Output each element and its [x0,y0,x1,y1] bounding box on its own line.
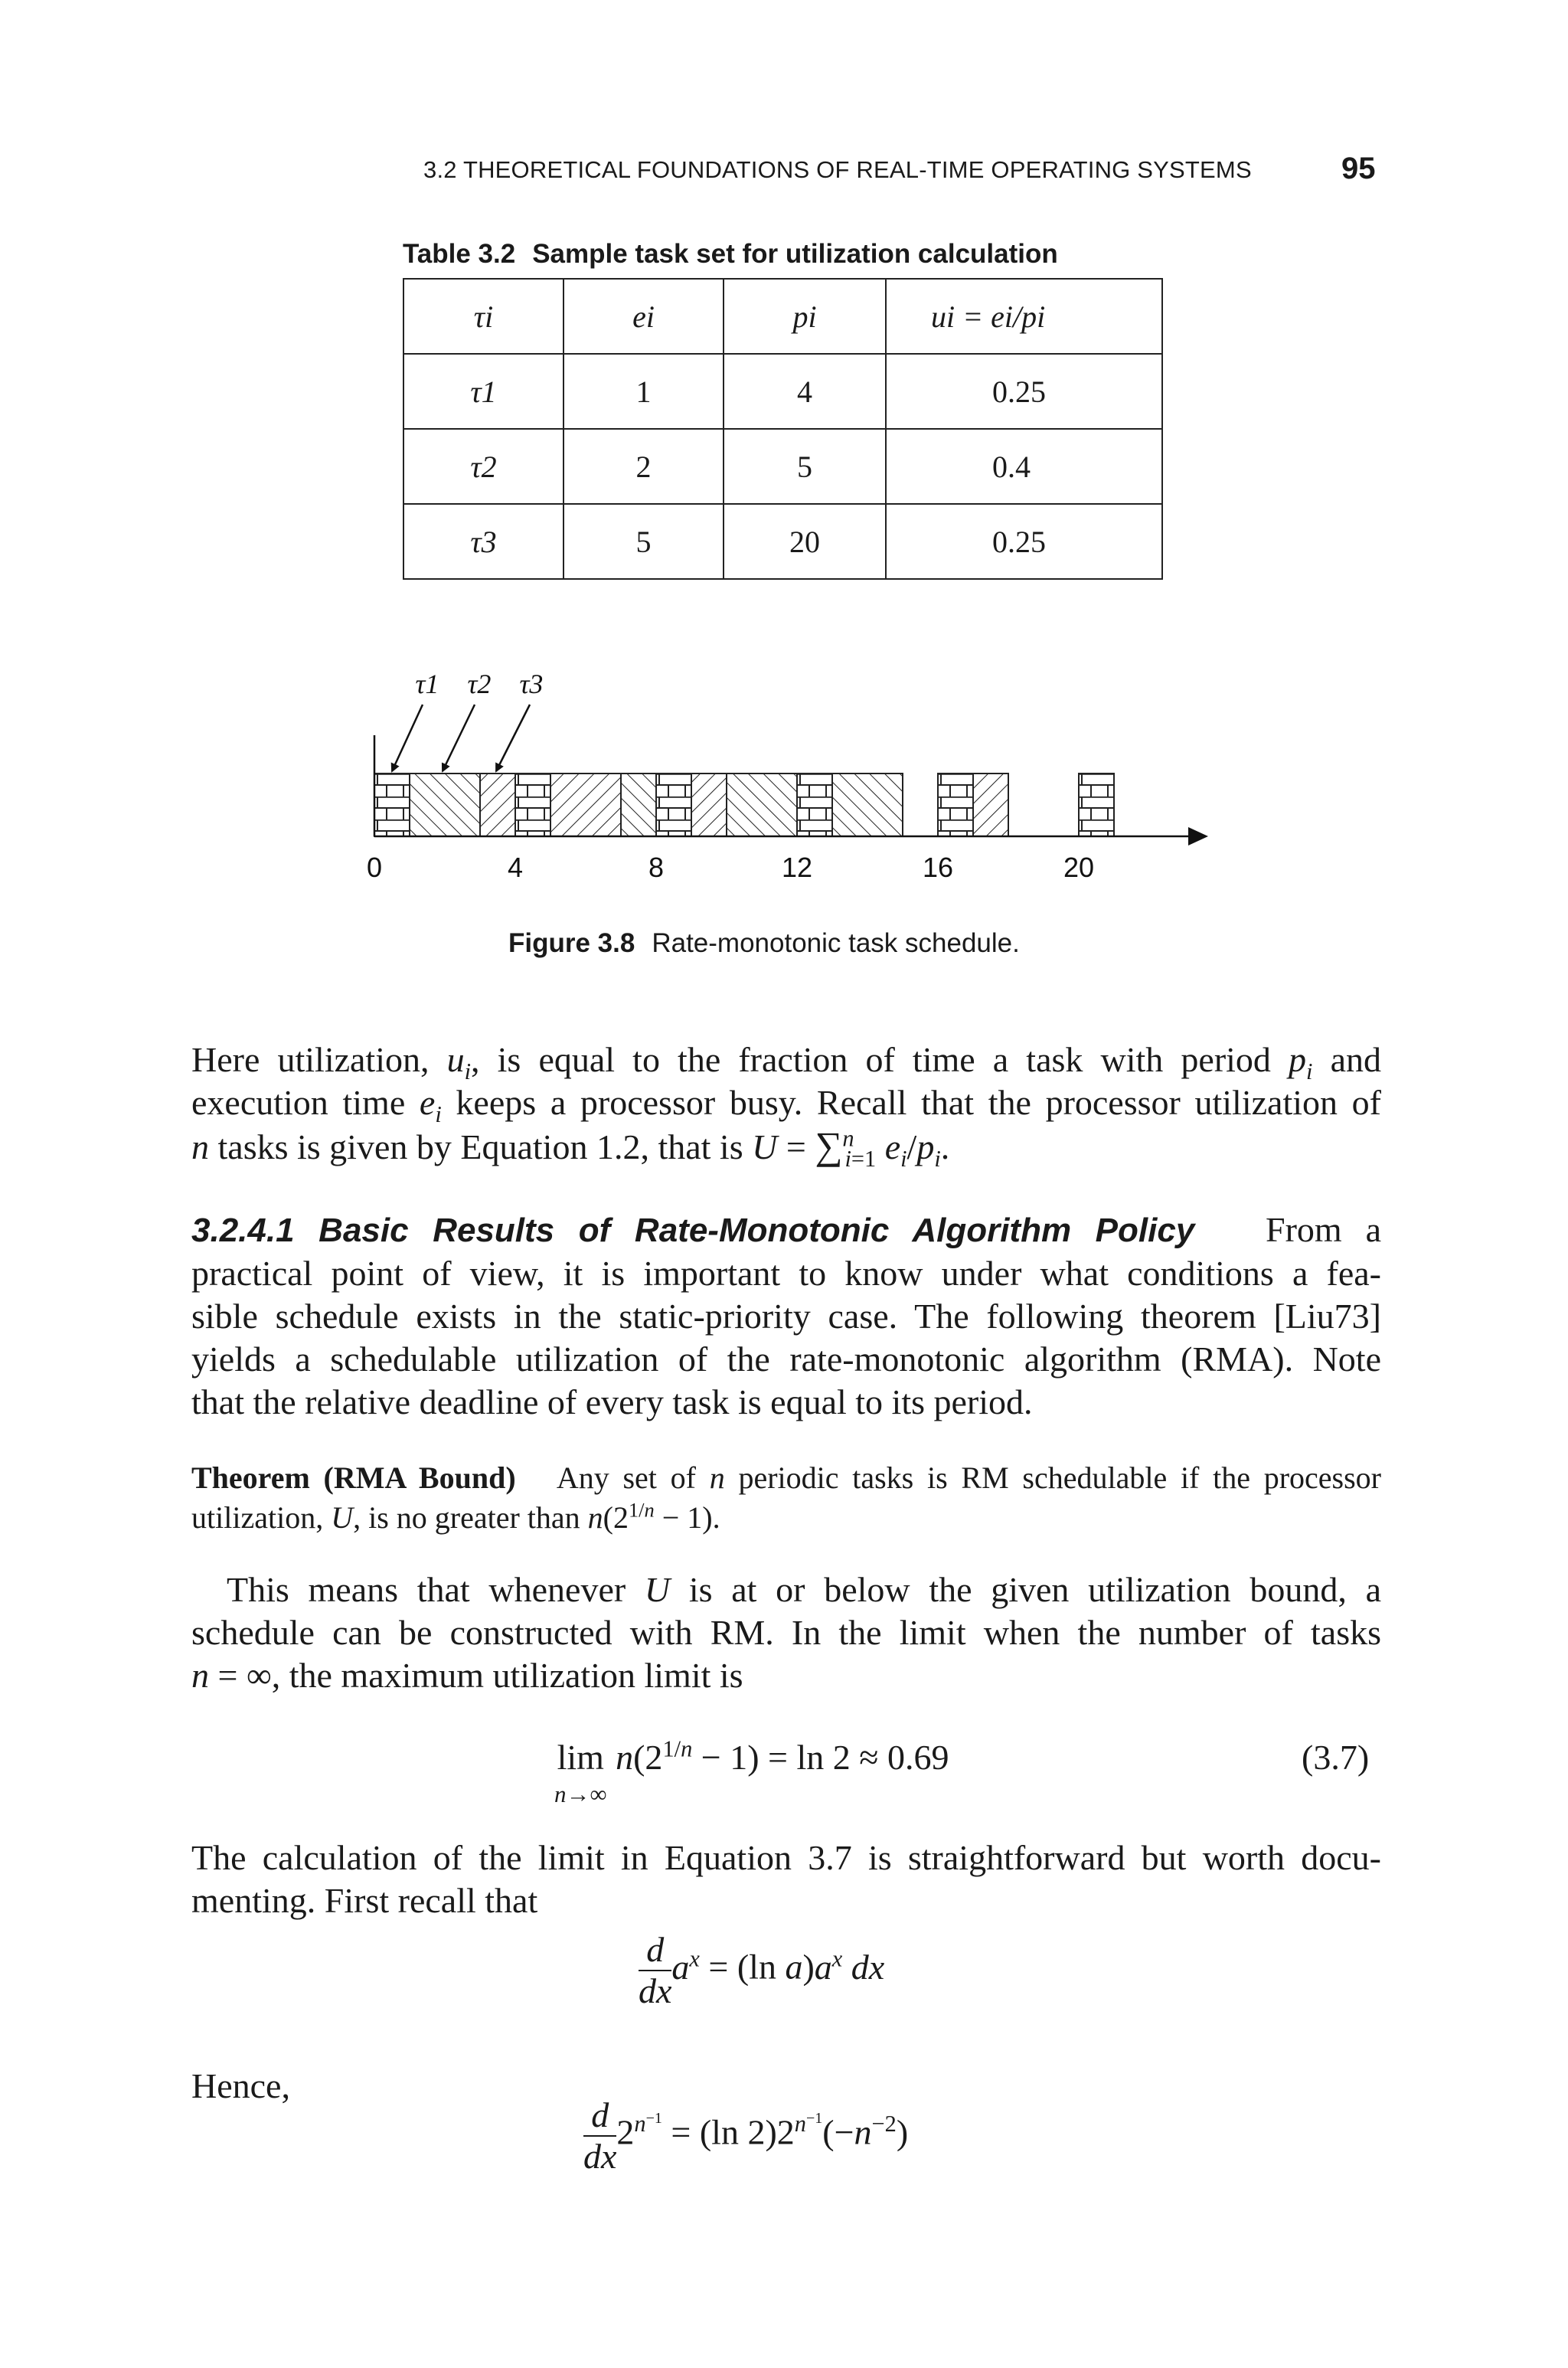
rate-monotonic-schedule-figure [360,659,1233,888]
equation-derivative-ax: $\frac{d}{dx}$ $a^x = (\ln$ $a)a^x$ dx [639,1930,885,2010]
cell-utilization: 0.4 [886,429,1162,504]
time-axis-arrowhead [1188,827,1208,845]
schedule-block [410,774,480,836]
schedule-block [621,774,656,836]
table-row [403,504,1162,579]
cell-exec-time: 5 [564,504,724,579]
axis-tick-label: 4 [507,852,524,883]
schedule-block [374,774,410,836]
text-line: The calculation of the limit in Equation 3.7 is straightforward but worth docu- [191,1838,1381,1877]
equation-number-3-7: (3.7) [1302,1738,1370,1777]
header-period: pi [724,279,886,354]
task-label: τ3 [519,669,544,699]
cell-utilization: 0.25 [886,354,1162,429]
table-header-row [403,279,1162,354]
text-line: Theorem (RMA Bound) Any set of n periodic tasks is RM schedulable if the processor [191,1460,1381,1495]
text-line: This means that whenever U is at or below the given utilization bound, a [227,1570,1382,1609]
cell-utilization: 0.25 [886,504,1162,579]
axis-tick-label: 0 [366,852,383,883]
text-line: execution time $e_i$ keeps a processor busy. Recall that the processor utilization of [191,1083,1381,1128]
equation-3-7: lim $^{n\to\infty}$ $n(2^{1/n} - 1) = \ln 2 \approx 0.69$ [554,1737,949,1818]
cell-task: τ1 [403,354,564,429]
figure-title: Rate-monotonic task schedule. [652,928,1020,958]
equation-derivative-2n: $\frac{d}{dx}$ $2^{n^{-1}} = (\ln$ $2)2^{n^{-1}}(-n^{-2})$ [583,2095,909,2176]
theorem-label: Theorem (RMA Bound) [191,1460,516,1495]
header-utilization: ui = ei/pi [886,279,1162,354]
running-head: 3.2 THEORETICAL FOUNDATIONS OF REAL-TIME OPERATING SYSTEMS [423,156,1252,183]
schedule-block [973,774,1008,836]
task-arrow [496,705,530,771]
text-line: Here utilization, $u_i$, is equal to the fraction of time a task with period $p_i$ and [191,1040,1381,1085]
section-heading: 3.2.4.1 Basic Results of Rate-Monotonic Algorithm Policy [191,1212,1195,1249]
schedule-block [727,774,797,836]
figure-caption [508,928,1020,959]
schedule-block [1079,774,1114,836]
paragraph-utilization-bound [191,1568,1381,1697]
table-row [403,429,1162,504]
cell-period: 4 [724,354,886,429]
cell-task: τ3 [403,504,564,579]
task-arrow [443,705,475,771]
schedule-block [938,774,973,836]
text-line: yields a schedulable utilization of the rate-monotonic algorithm (RMA). Note [191,1339,1381,1379]
figure-label: Figure 3.8 [508,928,635,958]
schedule-block [550,774,621,836]
header-exec-time: ei [564,279,724,354]
text-line: schedule can be constructed with RM. In the limit when the number of tasks [191,1613,1381,1652]
schedule-block [832,774,903,836]
cell-period: 20 [724,504,886,579]
task-label: τ2 [467,669,492,699]
theorem-rma-bound [191,1458,1381,1538]
text-line: n tasks is given by Equation 1.2, that is U = ∑$^n_{i=1}$ $e_i/p_i$. [191,1124,950,1173]
text-line: n = ∞, the maximum utilization limit is [191,1656,743,1695]
page-number: 95 [1341,152,1376,185]
text-line: that the relative deadline of every task is equal to its period. [191,1382,1033,1421]
text-line: Hence, [191,2066,290,2105]
schedule-block [515,774,550,836]
schedule-block [797,774,832,836]
schedule-block [656,774,691,836]
axis-tick-label: 8 [648,852,665,883]
cell-period: 5 [724,429,886,504]
cell-exec-time: 1 [564,354,724,429]
task-set-table [403,278,1163,580]
table-row [403,354,1162,429]
cell-task: τ2 [403,429,564,504]
cell-exec-time: 2 [564,429,724,504]
paragraph-limit-calculation [191,1837,1381,1922]
table-caption [403,239,1075,270]
text-line: practical point of view, it is important to know under what conditions a fea- [191,1254,1381,1293]
paragraph-utilization [191,1038,1381,1173]
schedule-block [691,774,727,836]
paragraph-basic-results [191,1209,1381,1424]
axis-tick-label: 16 [922,852,954,883]
task-arrow [392,705,423,771]
text-line: sible schedule exists in the static-priority case. The following theorem [Liu73] [191,1297,1381,1336]
text-line: menting. First recall that [191,1881,538,1920]
task-label: τ1 [415,669,439,699]
text-line: 3.2.4.1 Basic Results of Rate-Monotonic Algorithm Policy From a [191,1210,1381,1249]
axis-tick-label: 12 [781,852,813,883]
axis-tick-label: 20 [1063,852,1095,883]
text-line: utilization, U, is no greater than $n(2^{1/n} - 1)$. [191,1498,720,1535]
table-title: Sample task set for utilization calculation [532,239,1058,269]
table-label: Table 3.2 [403,239,516,269]
header-task: τi [403,279,564,354]
limit-operator: lim $^{n\to\infty}$ [554,1738,607,1807]
schedule-block [480,774,515,836]
